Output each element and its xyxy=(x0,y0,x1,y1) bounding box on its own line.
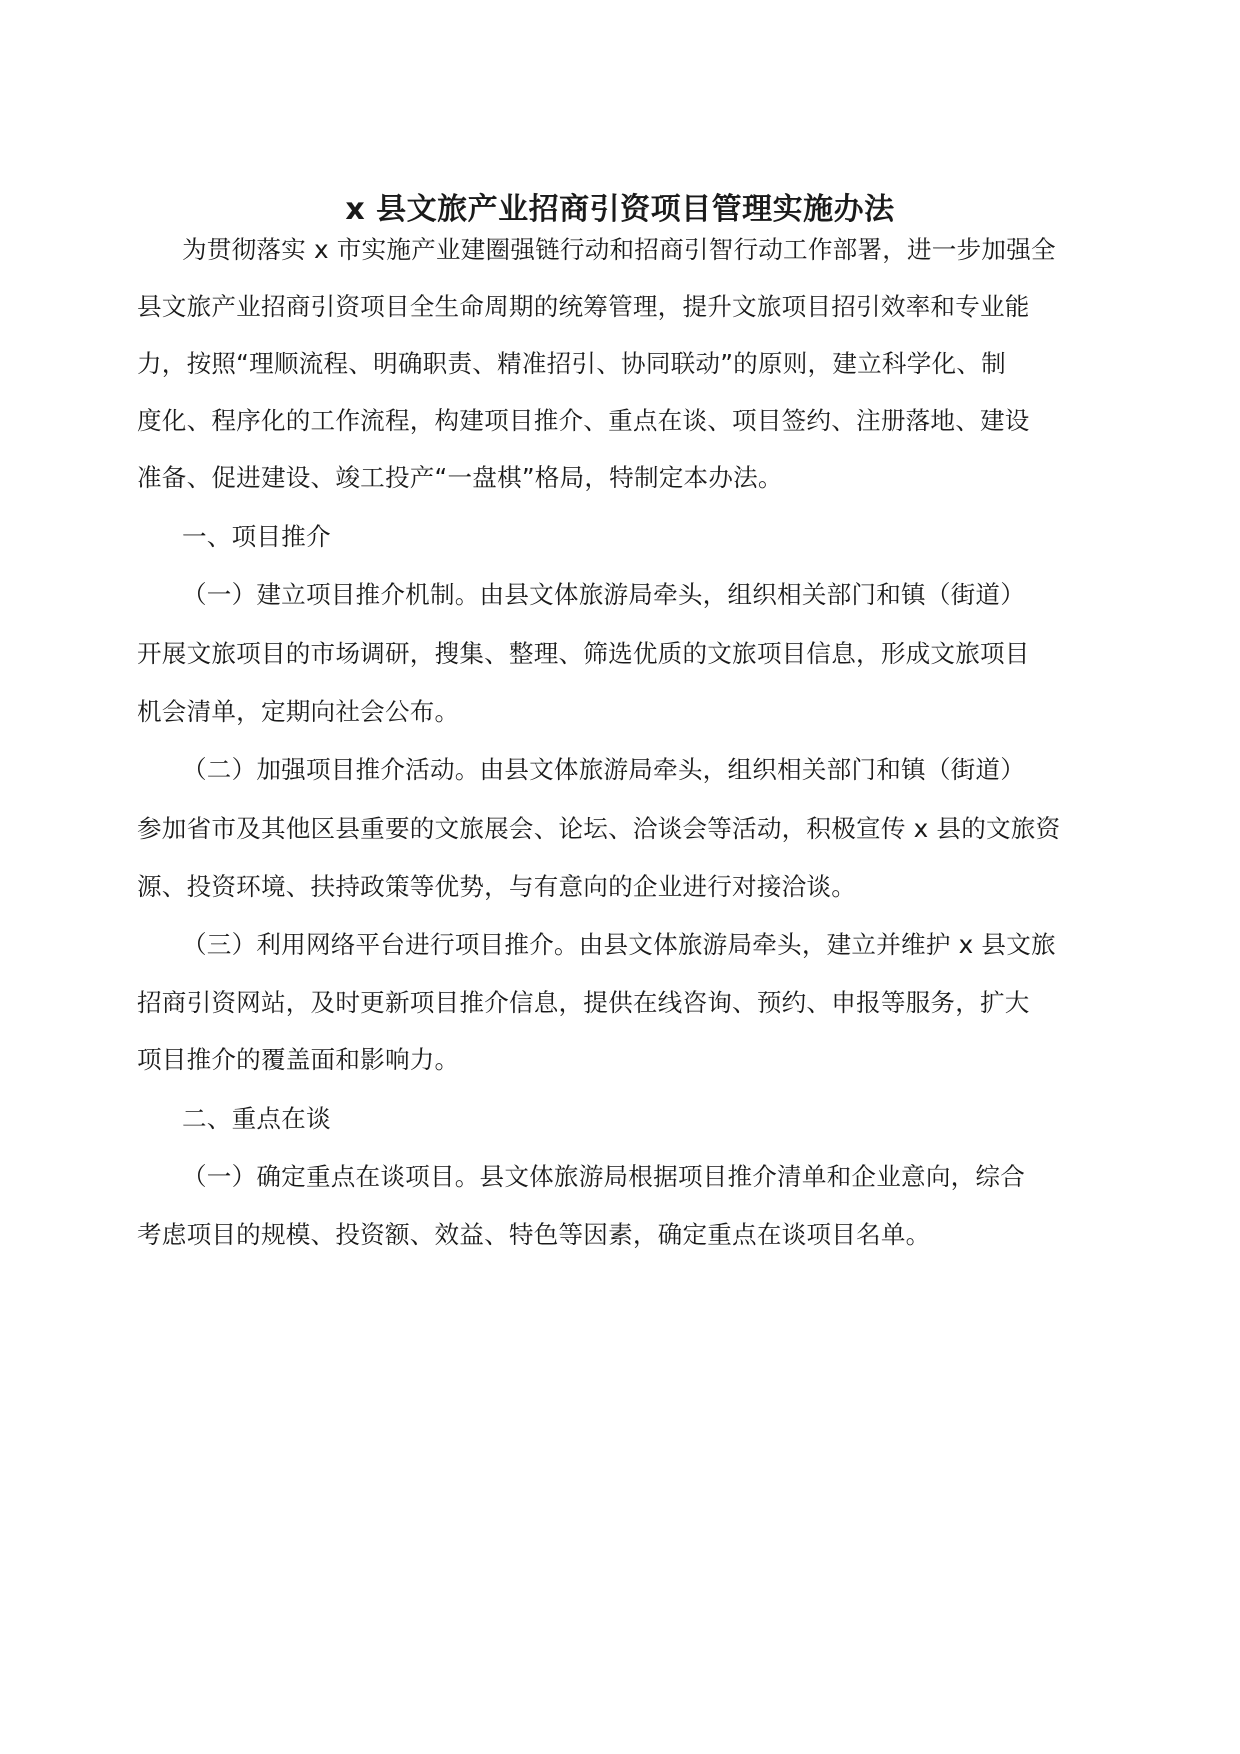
item-1-1-line-2: 开展文旅项目的市场调研，搜集、整理、筛选优质的文旅项目信息，形成文旅项目 xyxy=(137,639,1030,668)
item-1-3-line-3: 项目推介的覆盖面和影响力。 xyxy=(137,1045,460,1074)
item-2-1-line-1: （一）确定重点在谈项目。县文体旅游局根据项目推介清单和企业意向，综合 xyxy=(182,1162,1025,1191)
section-heading-1: 一、项目推介 xyxy=(182,522,331,551)
section-heading-2: 二、重点在谈 xyxy=(182,1104,331,1133)
item-1-2-line-3: 源、投资环境、扶持政策等优势，与有意向的企业进行对接洽谈。 xyxy=(137,872,857,901)
item-1-1-line-1: （一）建立项目推介机制。由县文体旅游局牵头，组织相关部门和镇（街道） xyxy=(182,580,1025,609)
paragraph-1-line-5: 准备、促进建设、竣工投产“一盘棋”格局，特制定本办法。 xyxy=(137,463,783,492)
item-1-2-line-2: 参加省市及其他区县重要的文旅展会、论坛、洽谈会等活动，积极宣传 x 县的文旅资 xyxy=(137,814,1061,843)
item-1-3-line-1: （三）利用网络平台进行项目推介。由县文体旅游局牵头，建立并维护 x 县文旅 xyxy=(182,930,1056,959)
item-1-2-line-1: （二）加强项目推介活动。由县文体旅游局牵头，组织相关部门和镇（街道） xyxy=(182,755,1025,784)
item-2-1-line-2: 考虑项目的规模、投资额、效益、特色等因素，确定重点在谈项目名单。 xyxy=(137,1220,931,1249)
document-title: x 县文旅产业招商引资项目管理实施办法 xyxy=(345,192,895,227)
item-1-1-line-3: 机会清单，定期向社会公布。 xyxy=(137,697,460,726)
paragraph-1-line-3: 力，按照“理顺流程、明确职责、精准招引、协同联动”的原则，建立科学化、制 xyxy=(137,349,1006,378)
paragraph-1-line-1: 为贯彻落实 x 市实施产业建圈强链行动和招商引智行动工作部署，进一步加强全 xyxy=(182,235,1056,264)
paragraph-1-line-4: 度化、程序化的工作流程，构建项目推介、重点在谈、项目签约、注册落地、建设 xyxy=(137,406,1030,435)
paragraph-1-line-2: 县文旅产业招商引资项目全生命周期的统筹管理，提升文旅项目招引效率和专业能 xyxy=(137,292,1030,321)
item-1-3-line-2: 招商引资网站，及时更新项目推介信息，提供在线咨询、预约、申报等服务，扩大 xyxy=(137,988,1030,1017)
